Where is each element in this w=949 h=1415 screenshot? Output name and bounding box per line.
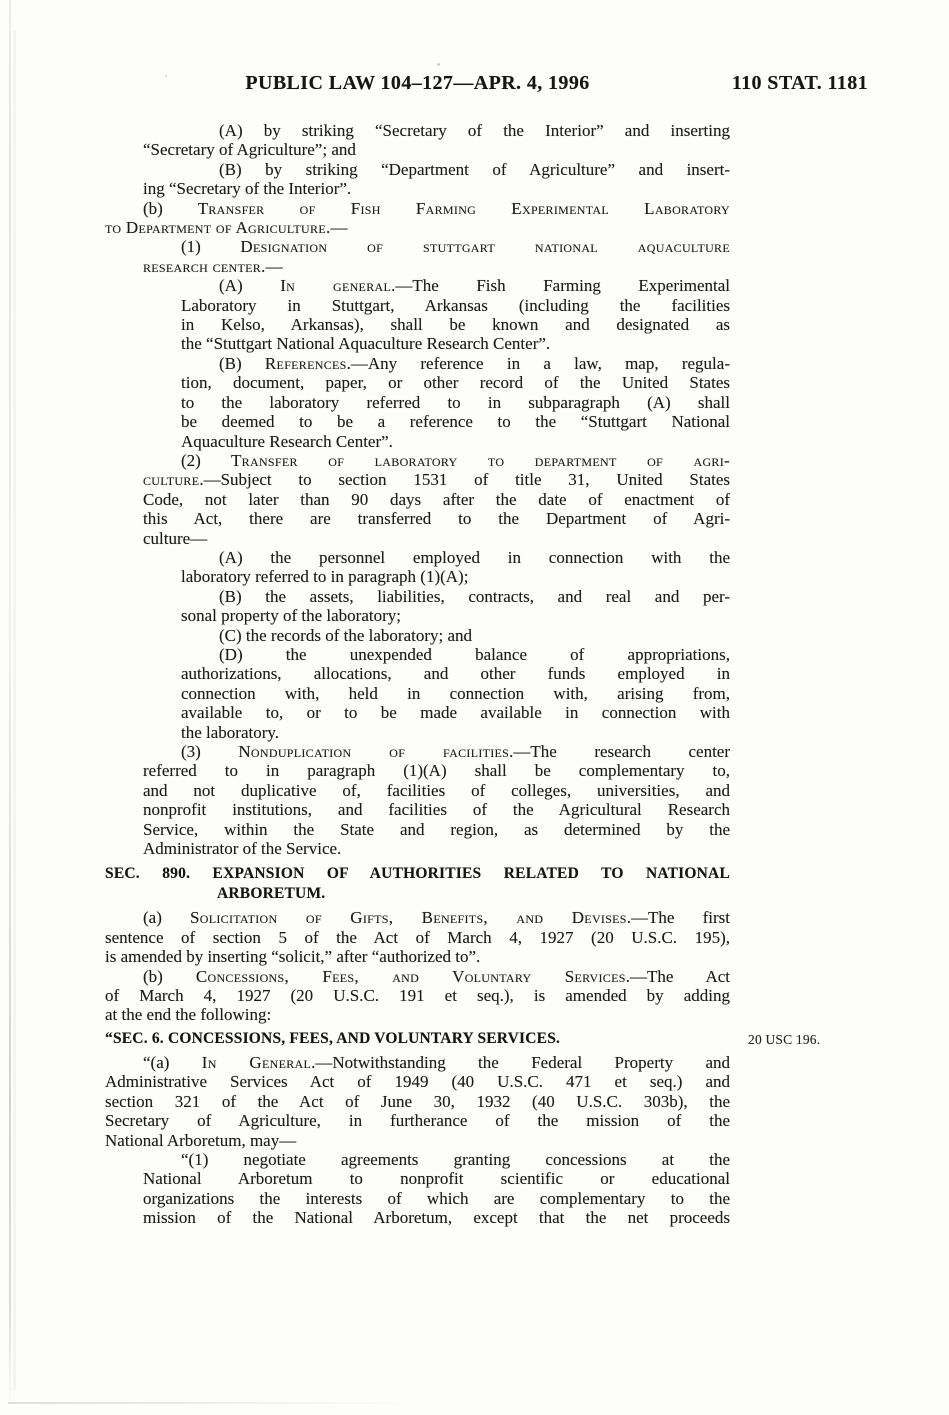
text-segment: Nonduplication of facilities (238, 742, 510, 761)
statute-text-line (181, 703, 730, 722)
text-segment: “(1) negotiate agreements granting concessions at the (181, 1149, 730, 1169)
statute-heading-line (105, 1029, 821, 1049)
text-segment: Secretary of Agriculture, in furtherance of the mission of the (105, 1111, 730, 1131)
text-segment: to Department of Agriculture.— (105, 218, 348, 238)
text-segment: In general (280, 276, 392, 296)
uscode-margin-note: 20 USC 196. (748, 1031, 821, 1047)
text-segment: organizations the interests of which are complementary to the (143, 1188, 730, 1208)
text-segment: sonal property of the laboratory; (181, 606, 401, 626)
statute-text-line (105, 1072, 730, 1091)
statute-text-line (181, 393, 730, 412)
text-segment: in Kelso, Arkansas), shall be known and designated as (181, 315, 730, 335)
text-segment: Administrative Services Act of 1949 (40 U.S.C. 471 et seq.) and (105, 1072, 730, 1092)
statute-text-line (219, 587, 730, 606)
statute-text-line (143, 140, 730, 159)
scan-bottom-edge-artifact (8, 1402, 420, 1404)
statute-text-line (143, 967, 730, 986)
header-law-citation: PUBLIC LAW 104–127—APR. 4, 1996 (245, 72, 590, 94)
statute-text-line (143, 509, 730, 528)
statute-text-line (181, 334, 730, 353)
text-segment: tion, document, paper, or other record of the United States (181, 373, 730, 393)
text-segment: (1) (181, 237, 241, 257)
statute-text-line (181, 373, 730, 392)
text-segment: sentence of section 5 of the Act of March 4, 1927 (20 U.S.C. 195), (105, 927, 730, 947)
statute-text-line (143, 1189, 730, 1208)
statute-text-line (181, 296, 730, 315)
statute-text-line (143, 1053, 730, 1072)
text-segment: National Arboretum, may— (105, 1130, 297, 1150)
statute-text-line (105, 1111, 730, 1130)
text-segment: .—Notwithstanding the Federal Property and (311, 1052, 731, 1072)
text-segment: (B) (219, 353, 265, 373)
statute-text-line (219, 121, 730, 140)
statute-heading-line (105, 864, 730, 884)
text-segment: Transfer of laboratory to department of agri- (231, 450, 730, 470)
text-segment: .—The Act (625, 966, 730, 986)
text-segment: .—The first (626, 908, 730, 928)
statute-text-line (143, 820, 730, 839)
statute-text-line (143, 529, 730, 548)
scan-left-edge-artifact-2 (13, 30, 16, 1390)
text-segment: “(a) (143, 1052, 202, 1072)
statute-text-line (181, 412, 730, 431)
statute-text-line (143, 1169, 730, 1188)
text-segment: “SEC. 6. CONCESSIONS, FEES, AND VOLUNTARY SERVICES. (105, 1029, 561, 1047)
statute-text-line (143, 1208, 730, 1227)
statute-text-line (181, 315, 730, 334)
text-segment: Service, within the State and region, as determined by the (143, 819, 730, 839)
text-segment: ing “Secretary of the Interior”. (143, 179, 352, 199)
statute-text-line (143, 257, 730, 276)
statute-heading-line (217, 884, 730, 904)
text-segment: laboratory referred to in paragraph (1)(A); (181, 567, 469, 587)
statute-text-column (105, 121, 821, 1228)
text-segment: of March 4, 1927 (20 U.S.C. 191 et seq.), is amended by adding (105, 986, 730, 1006)
statute-text-line (143, 199, 730, 218)
text-segment: “Secretary of Agriculture”; and (143, 140, 356, 160)
statute-text-line (105, 947, 730, 966)
scan-left-edge-artifact (9, 0, 11, 1408)
text-segment: culture— (143, 528, 208, 548)
text-segment: SEC. 890. EXPANSION OF AUTHORITIES RELATED TO NATIONAL (105, 865, 730, 883)
text-segment: the “Stuttgart National Aquaculture Research Center”. (181, 334, 551, 354)
text-segment: section 321 of the Act of June 30, 1932 (40 U.S.C. 303b), the (105, 1091, 730, 1111)
statute-text-line (181, 237, 730, 256)
text-segment: Code, not later than 90 days after the date of enactment of (143, 489, 730, 509)
text-segment: at the end the following: (105, 1005, 272, 1025)
text-segment: (A) (219, 276, 281, 296)
statute-text-line (143, 490, 730, 509)
text-segment: to the laboratory referred to in subparagraph (A) shall (181, 392, 730, 412)
statute-text-line (143, 908, 730, 927)
text-segment: .—The research center (509, 742, 730, 761)
text-segment: connection with, held in connection with, arising from, (181, 683, 730, 703)
statute-text-line (181, 432, 730, 451)
statute-text-line (219, 626, 730, 645)
text-segment: Concessions, Fees, and Voluntary Services (195, 966, 626, 986)
text-segment: (a) (143, 908, 191, 928)
text-segment: is amended by inserting “solicit,” after “authorized to”. (105, 947, 481, 967)
running-header (0, 72, 949, 94)
text-segment: References (264, 353, 347, 373)
scan-speck (437, 63, 440, 66)
text-segment: culture (143, 470, 200, 490)
text-segment: (C) the records of the laboratory; and (219, 625, 473, 645)
text-segment: (D) the unexpended balance of appropriations, (219, 644, 730, 664)
text-segment: Solicitation of Gifts, Benefits, and Devises (190, 908, 627, 928)
statute-text-line (181, 723, 730, 742)
text-segment: National Arboretum to nonprofit scientific or educational (143, 1169, 730, 1189)
header-stat-citation: 110 STAT. 1181 (731, 72, 868, 94)
statute-text-line (143, 470, 730, 489)
text-segment: Aquaculture Research Center”. (181, 431, 393, 451)
statute-text-line (143, 761, 730, 780)
text-segment: the laboratory. (181, 722, 280, 742)
text-segment: authorizations, allocations, and other funds employed in (181, 664, 730, 684)
statute-text-line (219, 548, 730, 567)
text-segment: and not duplicative of, facilities of colleges, universities, and (143, 780, 730, 800)
text-segment: (b) (143, 966, 196, 986)
text-segment: available to, or to be made available in connection with (181, 703, 730, 723)
text-segment: this Act, there are transferred to the Department of Agri- (143, 509, 730, 529)
statute-text-line (181, 1150, 730, 1169)
text-segment: Designation of stuttgart national aquaculture (240, 237, 730, 257)
statute-text-line (219, 276, 730, 295)
statute-text-line (181, 664, 730, 683)
text-segment: referred to in paragraph (1)(A) shall be complementary to, (143, 761, 730, 781)
statute-text-line (219, 160, 730, 179)
statute-text-line (105, 928, 730, 947)
statute-text-line (105, 1092, 730, 1111)
text-segment: (B) by striking “Department of Agriculture” and insert- (219, 159, 730, 179)
statute-text-line (105, 986, 730, 1005)
text-segment: (A) the personnel employed in connection with the (219, 547, 730, 567)
statute-text-line (143, 781, 730, 800)
text-segment: (A) by striking “Secretary of the Interior” and inserting (219, 121, 730, 140)
statute-text-line (181, 742, 730, 761)
statute-text-line (105, 1131, 730, 1150)
text-segment: (B) the assets, liabilities, contracts, and real and per- (219, 586, 730, 606)
text-segment: research center.— (143, 256, 283, 276)
statute-text-line (143, 179, 730, 198)
text-segment: nonprofit institutions, and facilities of the Agricultural Research (143, 800, 730, 820)
statute-text-line (219, 354, 730, 373)
statute-text-line (143, 839, 730, 858)
text-segment: In General (201, 1052, 312, 1072)
text-segment: Laboratory in Stuttgart, Arkansas (including the facilities (181, 295, 730, 315)
statute-text-line (105, 218, 730, 237)
statute-text-line (181, 451, 730, 470)
text-segment: .—Any reference in a law, map, regula- (346, 353, 730, 373)
text-segment: Administrator of the Service. (143, 839, 342, 859)
text-segment: .—The Fish Farming Experimental (391, 276, 730, 296)
text-segment: (2) (181, 450, 231, 470)
statute-text-line (219, 645, 730, 664)
text-segment: .—Subject to section 1531 of title 31, United States (199, 470, 730, 490)
statute-text-line (181, 606, 730, 625)
text-segment: mission of the National Arboretum, except that the net proceeds (143, 1208, 730, 1228)
text-segment: Transfer of Fish Farming Experimental Laboratory (197, 198, 730, 218)
text-segment: ARBORETUM. (217, 885, 326, 903)
text-segment: be deemed to be a reference to the “Stuttgart National (181, 412, 730, 432)
statute-text-line (105, 1005, 730, 1024)
text-segment: (b) (143, 198, 198, 218)
text-segment: (3) (181, 742, 239, 761)
statute-text-line (181, 567, 730, 586)
statute-text-line (143, 800, 730, 819)
statute-text-line (181, 684, 730, 703)
